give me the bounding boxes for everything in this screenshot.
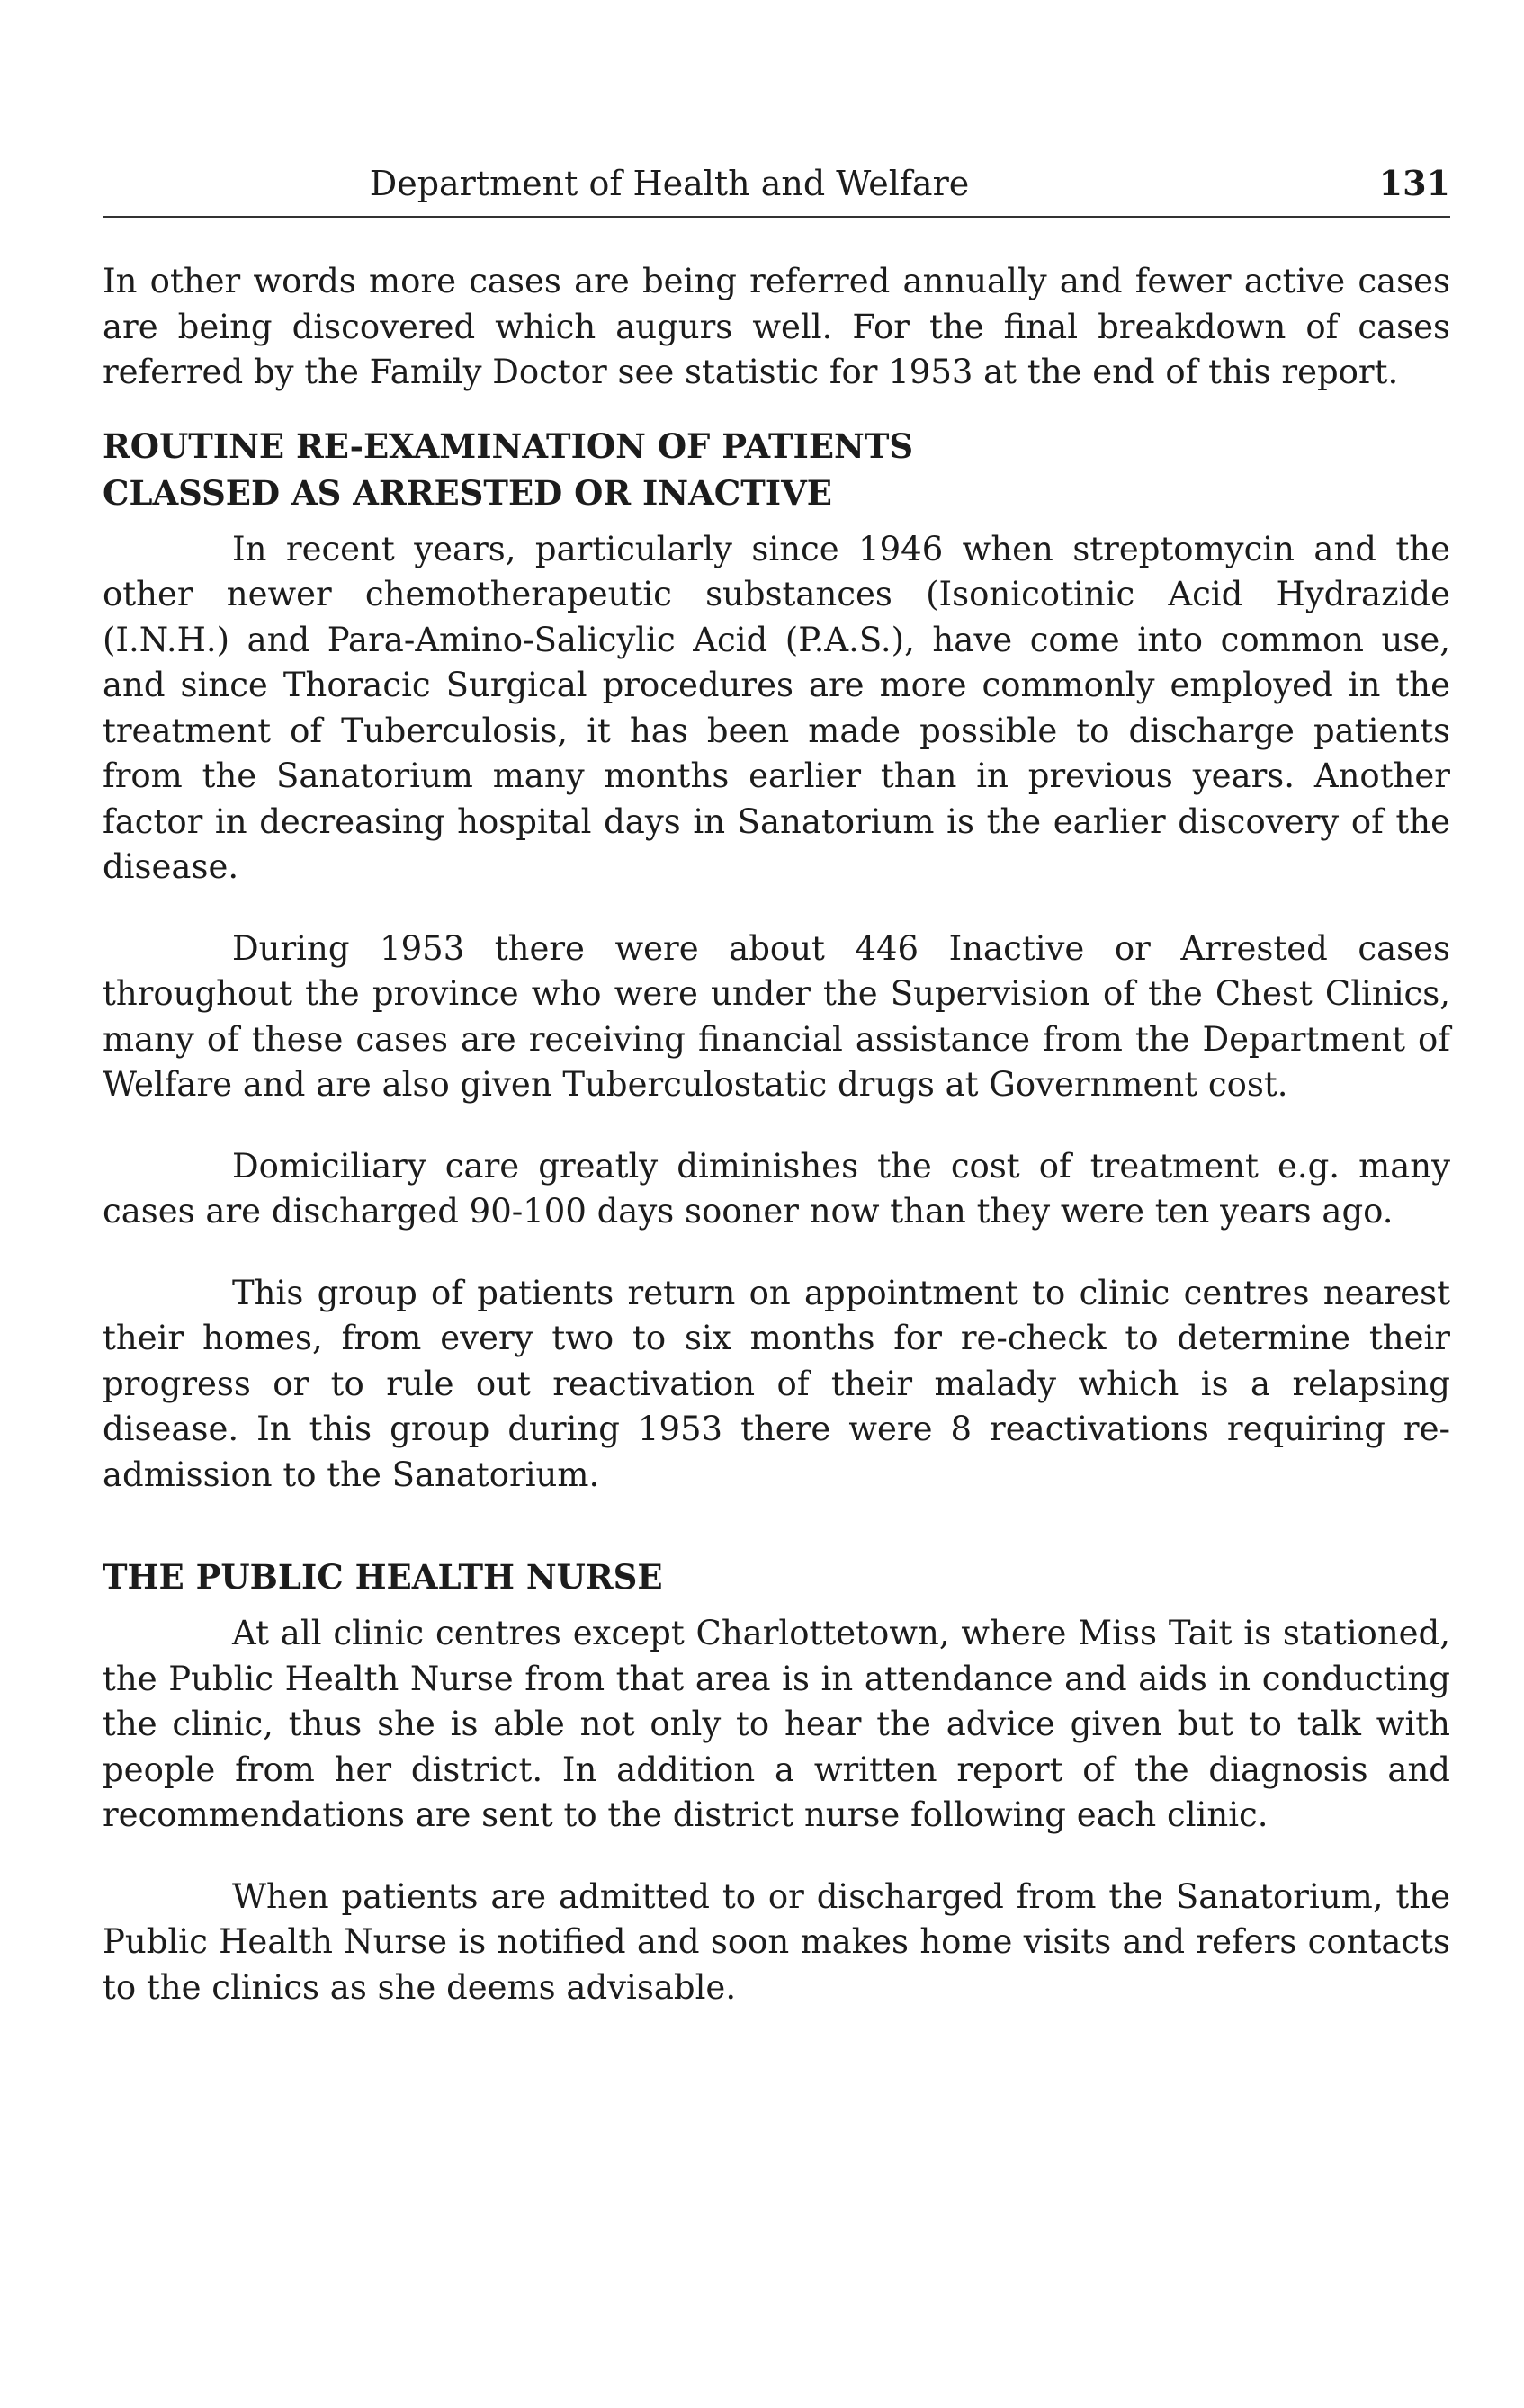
paragraph-domiciliary-care: Domiciliary care greatly diminishes the cost of treatment e.g. many cases are discharged 90-100 days sooner now than they were ten years ago. [103,1146,1450,1231]
paragraph-patient-group: This group of patients return on appointment to clinic centres nearest their homes, from every two to six months for re-check to determine their progress or to rule out reactivation of their malady which is a relapsing disease. In this group during 1953 there were 8 reactivations requiring re-admission to the Sanatorium. [103,1273,1450,1494]
header-rule [103,216,1450,218]
running-header [103,158,1450,209]
section-heading-public-health-nurse: THE PUBLIC HEALTH NURSE [103,1557,663,1597]
paragraph-clinic-centres: At all clinic centres except Charlottetown, where Miss Tait is stationed, the Public Health Nurse from that area is in attendance and aids in conducting the clinic, thus she is able not only to hear the advice given but to talk with people from her district. In addition a written report of the diagnosis and recommendations are sent to the district nurse following each clinic. [103,1614,1450,1834]
page-number: 131 [1378,163,1450,203]
paragraph-recent-years: In recent years, particularly since 1946 when streptomycin and the other newer chemotherapeutic substances (Isonicotinic Acid Hydrazide (I.N.H.) and Para-Amino-Salicylic Acid (P.A.S.), have come into common use, and since Thoracic Surgical procedures are more commonly employed in the treatment of Tuberculosis, it has been made possible to discharge patients from the Sanatorium many months earlier than in previous years. Another factor in decreasing hospital days in Sanatorium is the earlier discovery of the disease. [103,529,1450,886]
paragraph-during-1953: During 1953 there were about 446 Inactive or Arrested cases throughout the province who were under the Supervision of the Chest Clinics, many of these cases are receiving financial assistance from the Department of Welfare and are also given Tuberculostatic drugs at Government cost. [103,928,1450,1104]
paragraph-admissions: When patients are admitted to or discharged from the Sanatorium, the Public Health Nurse is notified and soon makes home visits and refers contacts to the clinics as she deems advisable. [103,1876,1450,2007]
body-text [103,259,1450,2010]
running-title: Department of Health and Welfare [369,164,970,203]
intro-paragraph: In other words more cases are being referred annually and fewer active cases are being discovered which augurs well. For the final breakdown of cases referred by the Family Doctor see statistic for 1953 at the end of this report. [103,262,1450,391]
section-heading-routine-line-2: CLASSED AS ARRESTED OR INACTIVE [103,472,833,513]
section-heading-routine-line-1: ROUTINE RE-EXAMINATION OF PATIENTS [103,425,914,466]
